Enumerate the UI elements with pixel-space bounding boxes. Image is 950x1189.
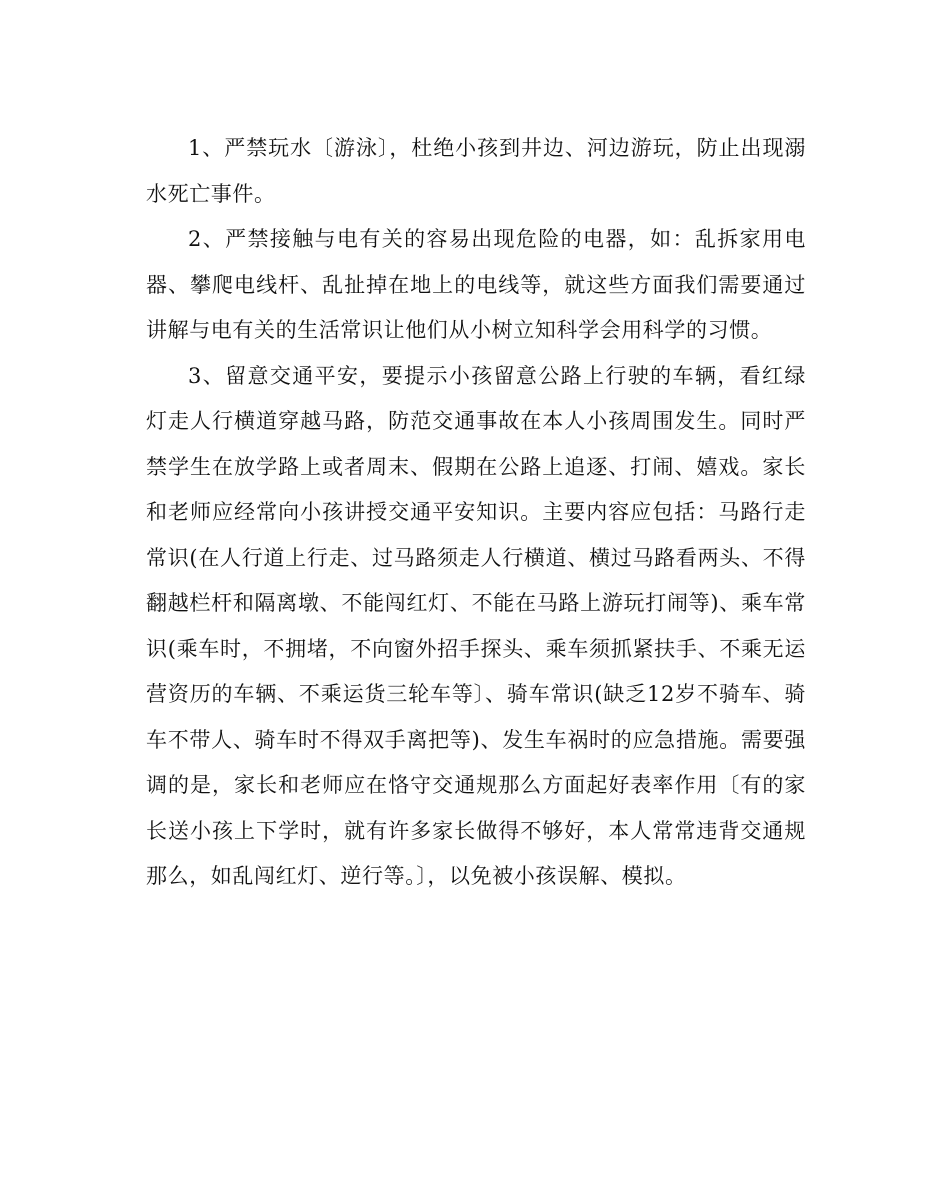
paragraph-3: 3、留意交通平安，要提示小孩留意公路上行驶的车辆，看红绿灯走人行横道穿越马路，防范交通事故在本人小孩周围发生。同时严禁学生在放学路上或者周末、假期在公路上追逐、打闹、嬉戏。家长和老师应经常向小孩讲授交通平安知识。主要内容应包括：马路行走常识(在人行道上行走、过马路须走人行横道、横过马路看两头、不得翻越栏杆和隔离墩、不能闯红灯、不能在马路上游玩打闹等)、乘车常识(乘车时，不拥堵，不向窗外招手探头、乘车须抓紧扶手、不乘无运营资历的车辆、不乘运货三轮车等〕、骑车常识(缺乏12岁不骑车、骑车不带人、骑车时不得双手离把等)、发生车祸时的应急措施。需要强调的是，家长和老师应在恪守交通规那么方面起好表率作用〔有的家长送小孩上下学时，就有许多家长做得不够好，本人常常违背交通规那么，如乱闯红灯、逆行等。〕，以免被小孩误解、模拟。: [146, 363, 806, 888]
paragraph-2: 2、严禁接触与电有关的容易出现危险的电器，如：乱拆家用电器、攀爬电线杆、乱扯掉在地上的电线等，就这些方面我们需要通过讲解与电有关的生活常识让他们从小树立知科学会用科学的习惯。: [146, 227, 806, 342]
paragraph-1: 1、严禁玩水〔游泳〕，杜绝小孩到井边、河边游玩，防止出现溺水死亡事件。: [146, 136, 806, 206]
document-body: [146, 126, 806, 900]
